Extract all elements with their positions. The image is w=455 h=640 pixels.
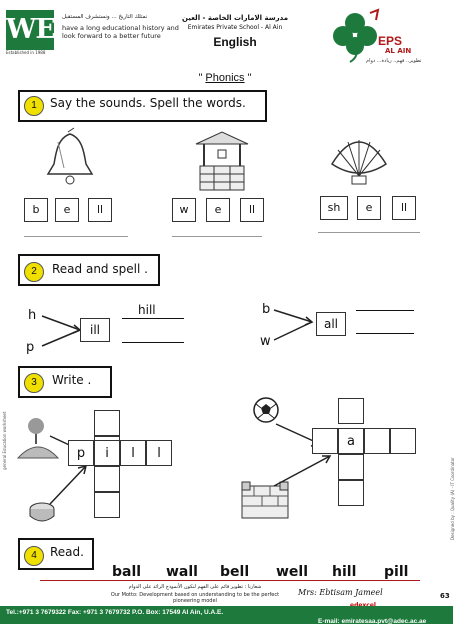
shell-letter-1: sh xyxy=(320,196,348,220)
right-grid-down-1[interactable] xyxy=(338,454,364,480)
left-grid-cell-3: l xyxy=(120,440,146,466)
well-letter-3: ll xyxy=(240,198,264,222)
well-letter-1: w xyxy=(172,198,196,222)
right-grid-cell-1[interactable] xyxy=(312,428,338,454)
bell-letter-2: e xyxy=(55,198,79,222)
left-arrows xyxy=(40,310,84,350)
read-word-pill: pill xyxy=(384,564,409,580)
motto-arabic: نمتلك التاريخ ... ونستشرف المستقبل xyxy=(62,14,148,20)
bell-letter-3: ll xyxy=(88,198,112,222)
right-answer-line-2[interactable] xyxy=(356,333,414,334)
read-word-hill: hill xyxy=(332,564,357,580)
section3-number: 3 xyxy=(24,373,44,393)
shell-letter-2: e xyxy=(357,196,381,220)
right-grid-cell-2: a xyxy=(338,428,364,454)
school-name-arabic: مدرسة الامارات الخاصة - العين xyxy=(181,14,289,22)
we-logo: WE xyxy=(6,10,54,50)
right-grid-top[interactable] xyxy=(338,398,364,424)
right-answer-line-1[interactable] xyxy=(356,310,414,311)
right-grid-cell-4[interactable] xyxy=(390,428,416,454)
section2-number: 2 xyxy=(24,262,44,282)
right-onset-bottom: w xyxy=(260,334,271,349)
read-word-bell: bell xyxy=(220,564,250,580)
right-rime-box: all xyxy=(316,312,346,336)
right-grid-down-2[interactable] xyxy=(338,480,364,506)
subject-title: English xyxy=(213,35,257,49)
left-grid-down-2[interactable] xyxy=(94,492,120,518)
section2-instruction: Read and spell . xyxy=(52,262,148,276)
we-established: Established in 1988 xyxy=(6,50,46,55)
teacher-name: Mrs: Ebtisam Jameel xyxy=(298,588,383,597)
read-word-ball: ball xyxy=(112,564,142,580)
left-grid-top-1[interactable] xyxy=(94,410,120,436)
left-grid-cell-1: p xyxy=(68,440,94,466)
left-grid-cell-4: l xyxy=(146,440,172,466)
eps-logo-subtitle: AL AIN xyxy=(385,47,412,55)
left-answer-line-2[interactable] xyxy=(122,342,184,343)
section4-instruction: Read. xyxy=(50,545,84,559)
worksheet-title-text: Phonics xyxy=(205,72,245,84)
footer-slogan-english: Our Motto: Development based on understanding to be the perfect pioneering model xyxy=(110,592,280,604)
section4-number: 4 xyxy=(24,546,44,566)
right-arrows xyxy=(272,304,316,344)
side-note-right: Designed by : Quality (A) - IT Coordinator xyxy=(450,457,455,540)
shell-letter-3: ll xyxy=(392,196,416,220)
right-grid-cell-3[interactable] xyxy=(364,428,390,454)
section1-number: 1 xyxy=(24,96,44,116)
bell-writing-line[interactable] xyxy=(24,236,128,237)
school-name-english: Emirates Private School - Al Ain xyxy=(187,24,283,31)
left-answer-line-1[interactable] xyxy=(122,318,184,319)
footer-slogan-arabic: شعارنا : تطوير قائم على الفهم لنكون الأنموذج الرائد على الدوام xyxy=(128,584,262,590)
footer-divider xyxy=(40,580,420,581)
section3-instruction: Write . xyxy=(52,373,92,387)
motto-english: have a long educational history and look forward to a better future xyxy=(62,24,179,40)
right-onset-top: b xyxy=(262,302,271,317)
left-grid-cell-2: i xyxy=(94,440,120,466)
well-letter-2: e xyxy=(206,198,230,222)
section1-instruction: Say the sounds. Spell the words. xyxy=(50,96,246,110)
left-answer-word: hill xyxy=(138,303,156,317)
bell-letter-1: b xyxy=(24,198,48,222)
footer-email[interactable]: E-mail: emiratesaa.pvt@adec.ac.ae xyxy=(318,618,427,625)
footer-contact: Tel.:+971 3 7679322 Fax: +971 3 7679732 P.O. Box: 17549 Al Ain, U.A.E. xyxy=(6,609,224,616)
eps-tagline: تطوير.. فهم.. ريادة... دوام xyxy=(366,58,422,64)
well-icon xyxy=(192,130,252,194)
left-onset-bottom: p xyxy=(26,340,35,355)
side-note-left: general Education worksheet xyxy=(2,411,7,470)
eps-logo-text: EPS xyxy=(378,34,403,48)
shell-writing-line[interactable] xyxy=(318,232,420,233)
worksheet-title: " Phonics " xyxy=(198,72,252,84)
page-number: 63 xyxy=(440,592,450,600)
well-writing-line[interactable] xyxy=(172,236,262,237)
read-word-wall: wall xyxy=(166,564,198,580)
left-rime-box: ill xyxy=(80,318,110,342)
shell-icon xyxy=(328,130,390,190)
clover-logo-icon xyxy=(330,8,380,63)
bell-icon xyxy=(40,128,100,190)
read-word-well: well xyxy=(276,564,309,580)
left-onset-top: h xyxy=(28,308,37,323)
left-grid-down-1[interactable] xyxy=(94,466,120,492)
